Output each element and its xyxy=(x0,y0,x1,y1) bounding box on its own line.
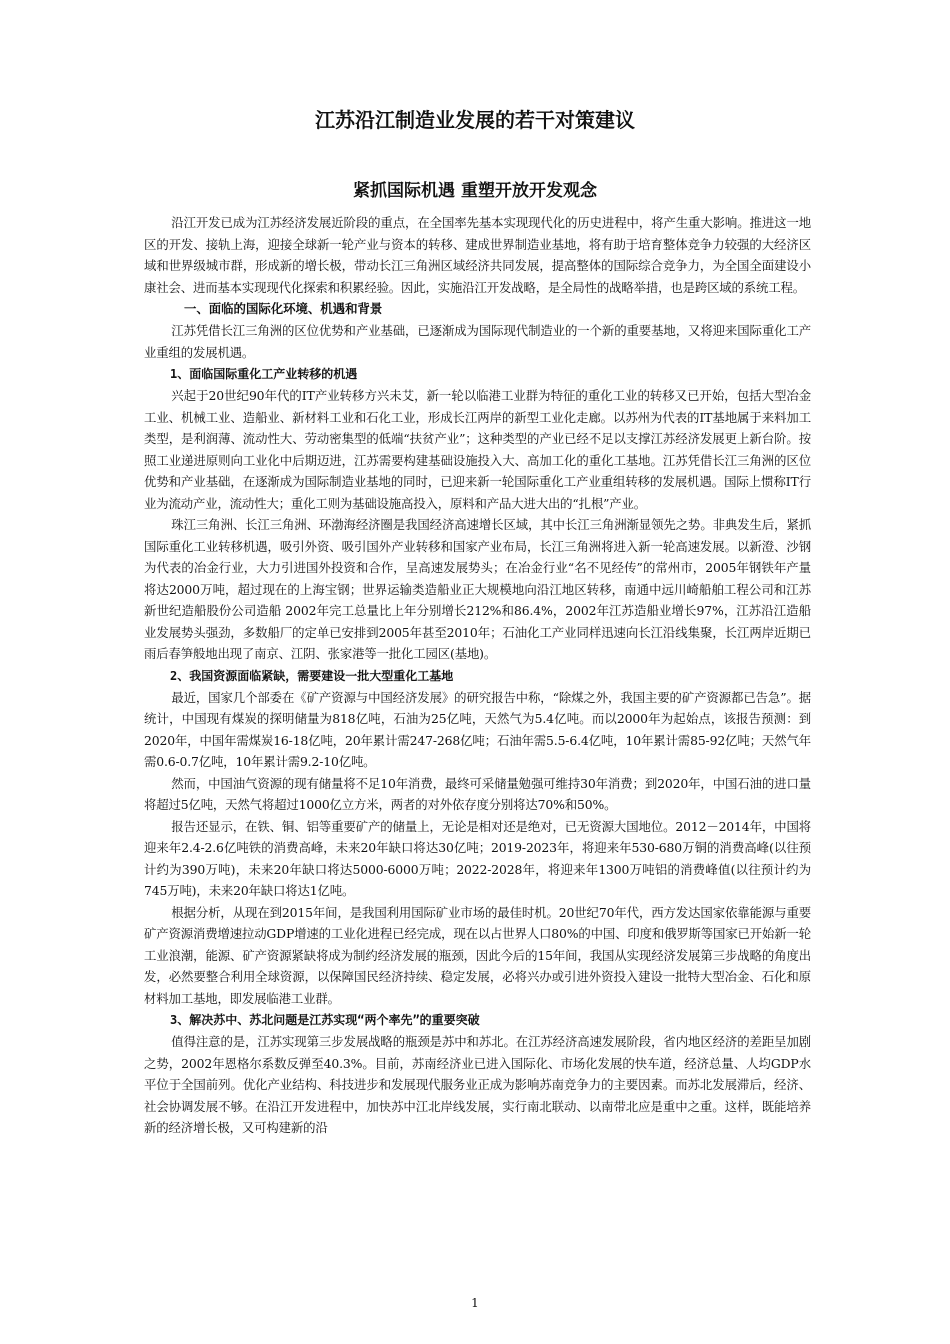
document-subtitle: 紧抓国际机遇 重塑开放开发观念 xyxy=(353,181,597,201)
document-body xyxy=(144,212,811,1139)
subsection-heading: 3、解决苏中、苏北问题是江苏实现“两个率先”的重要突破 xyxy=(170,1013,480,1027)
subsection-heading: 2、我国资源面临紧缺，需要建设一批大型重化工基地 xyxy=(170,668,454,683)
paragraph: 值得注意的是，江苏实现第三步发展战略的瓶颈是苏中和苏北。在江苏经济高速发展阶段，省内地区经济的差距呈加剧之势，2002年恩格尔系数反弹至40.3%。目前，苏南经济业已进入国际化、市场化发展的快车道，经济总量、人均GDP水平位于全国前列。优化产业结构、科技进步和发展现代服务业正成为影响苏南竞争力的主要因素。而苏北发展滞后，经济、社会协调发展不够。在沿江开发进程中，加快苏中江北岸线发展，实行南北联动、以南带北应是重中之重。这样，既能培养新的经济增长极，又可构建新的沿 xyxy=(144,1034,811,1135)
paragraph: 珠江三角洲、长江三角洲、环渤海经济圈是我国经济高速增长区域，其中长江三角洲渐显领先之势。非典发生后，紧抓国际重化工业转移机遇，吸引外资、吸引国外产业转移和国家产业布局，长江三角洲将进入新一轮高速发展。以新澄、沙钢为代表的冶金行业，大力引进国外投资和合作，呈高速发展势头；在冶金行业“名不见经传”的常州市，2005年钢铁年产量将达2000万吨，超过现在的上海宝钢；世界运输类造船业正大规模地向沿江地区转移，南通中远川崎船舶工程公司和江苏新世纪造船股份公司造船 2002年完工总量比上年分别增长212%和86.4%，2002年江苏造船业增长97%，江苏沿江造船业发展势头强劲，多数船厂的定单已安排到2005年甚至2010年；石油化工产业同样迅速向长江沿线集聚，长江两岸近期已雨后春笋般地出现了南京、江阴、张家港等一批化工园区(基地)。 xyxy=(144,517,811,661)
subsection-heading: 1、面临国际重化工产业转移的机遇 xyxy=(170,367,358,381)
page-number: 1 xyxy=(471,1296,479,1310)
paragraph: 沿江开发已成为江苏经济发展近阶段的重点，在全国率先基本实现现代化的历史进程中，将产生重大影响。推进这一地区的开发、接轨上海，迎接全球新一轮产业与资本的转移、建成世界制造业基地，将有助于培育整体竞争力较强的大经济区域和世界级城市群，形成新的增长极，带动长江三角洲区域经济共同发展，提高整体的国际综合竞争力，为全国全面建设小康社会、进而基本实现现代化探索和积累经验。因此，实施沿江开发战略，是全局性的战略举措，也是跨区域的系统工程。 xyxy=(144,215,811,295)
paragraph: 报告还显示，在铁、铜、铝等重要矿产的储量上，无论是相对还是绝对，已无资源大国地位。2012－2014年，中国将迎来年2.4-2.6亿吨铁的消费高峰，未来20年缺口将达30亿吨；2019-2023年，将迎来年530-680万铜的消费高峰(以往预计约为390万吨)，未来20年缺口将达5000-6000万吨；2022-2028年，将迎来年1300万吨铝的消费峰值(以往预计约为745万吨)，未来20年缺口将达1亿吨。 xyxy=(144,818,811,898)
paragraph: 最近，国家几个部委在《矿产资源与中国经济发展》的研究报告中称，“除煤之外，我国主要的矿产资源都已告急”。据统计，中国现有煤炭的探明储量为818亿吨，石油为25亿吨，天然气为5.4亿吨。而以2000年为起始点，该报告预测：到2020年，中国年需煤炭16-18亿吨，20年累计需247-268亿吨；石油年需5.5-6.4亿吨，10年累计需85-92亿吨；天然气年需0.6-0.7亿吨，10年累计需9.2-10亿吨。 xyxy=(144,689,811,769)
paragraph: 江苏凭借长江三角洲的区位优势和产业基础，已逐渐成为国际现代制造业的一个新的重要基地，又将迎来国际重化工产业重组的发展机遇。 xyxy=(144,323,811,360)
paragraph: 根据分析，从现在到2015年间，是我国利用国际矿业市场的最佳时机。20世纪70年代，西方发达国家依靠能源与重要矿产资源消费增速拉动GDP增速的工业化进程已经完成，现在以占世界人口80%的中国、印度和俄罗斯等国家已开始新一轮工业浪潮，能源、矿产资源紧缺将成为制约经济发展的瓶颈，因此今后的15年间，我国从实现经济发展第三步战略的角度出发，必然要整合利用全球资源，以保障国民经济持续、稳定发展，必将兴办或引进外资投入建设一批特大型冶金、石化和原材料加工基地，即发展临港工业群。 xyxy=(144,904,811,1006)
paragraph: 然而，中国油气资源的现有储量将不足10年消费，最终可采储量勉强可维持30年消费；到2020年，中国石油的进口量将超过5亿吨，天然气将超过1000亿立方米，两者的对外依存度分别将达70%和50%。 xyxy=(144,775,811,812)
section-heading: 一、面临的国际化环境、机遇和背景 xyxy=(184,301,383,316)
document-title: 江苏沿江制造业发展的若干对策建议 xyxy=(315,108,635,132)
paragraph: 兴起于20世纪90年代的IT产业转移方兴未艾，新一轮以临港工业群为特征的重化工业的转移又已开始，包括大型冶金工业、机械工业、造船业、新材料工业和石化工业，形成长江两岸的新型工业化走廊。以苏州为代表的IT基地属于来料加工类型，是利润薄、流动性大、劳动密集型的低端“扶贫产业”；这种类型的产业已经不足以支撑江苏经济发展更上新台阶。按照工业递进原则向工业化中后期迈进，江苏需要构建基础设施投入大、高加工化的重化工基地。江苏凭借长江三角洲的区位优势和产业基础，在逐渐成为国际制造业基地的同时，已迎来新一轮国际重化工产业重组转移的发展机遇。国际上惯称IT行业为流动产业，流动性大；重化工则为基础设施高投入，原料和产品大进大出的“扎根”产业。 xyxy=(144,388,811,511)
